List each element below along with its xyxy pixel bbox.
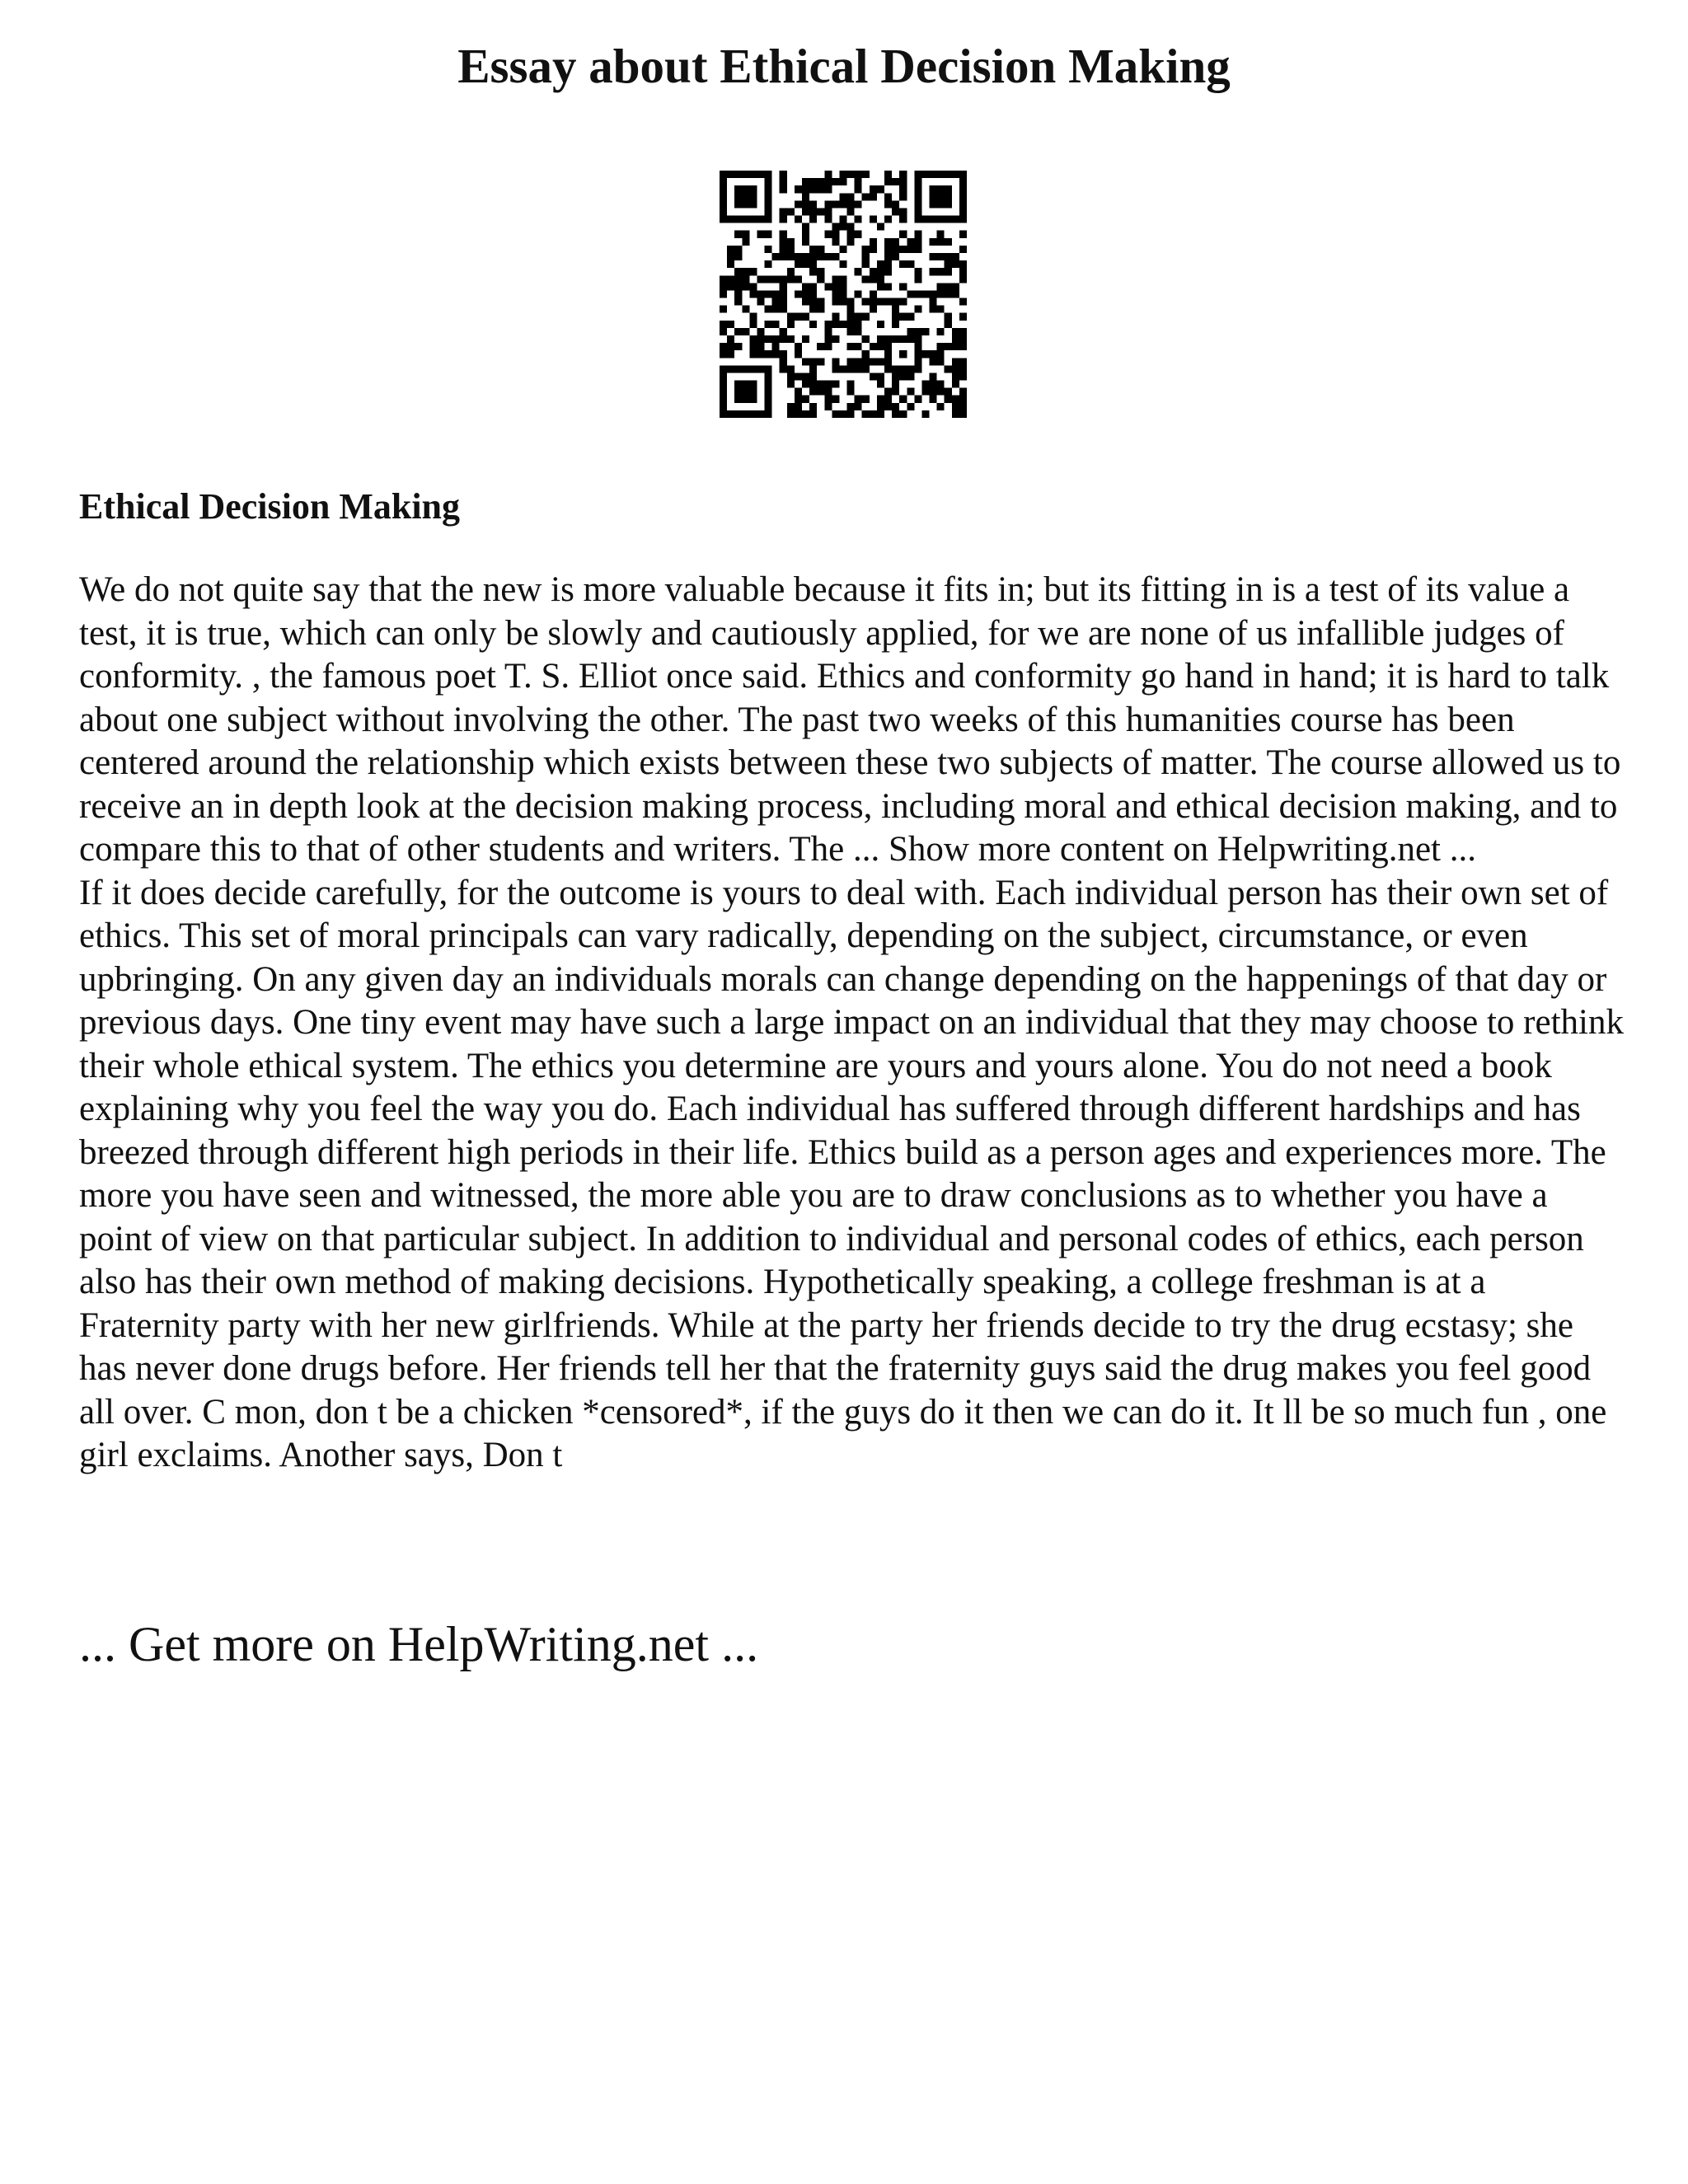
essay-paragraph: If it does decide carefully, for the outcome is yours to deal with. Each individual person has their own set of ethics. This set of moral principals can vary radically, depending on the subject, circumstance, or even upbringing. On any given day an individuals morals can change depending on the happenings of that day or previous days. One tiny event may have such a large impact on an individual that they may choose to rethink their whole ethical system. The ethics you determine are yours and yours alone. You do not need a book explaining why you feel the way you do. Each individual has suffered through different hardships and has breezed through different high periods in their life. Ethics build as a person ages and experiences more. The more you have seen and witnessed, the more able you are to draw conclusions as to whether you have a point of view on that particular subject. In addition to individual and personal codes of ethics, each person also has their own method of making decisions. Hypothetically speaking, a college freshman is at a Fraternity party with her new girlfriends. While at the party her friends decide to try the drug ecstasy; she has never done drugs before. Her friends tell her that the fraternity guys said the drug makes you feel good all over. C mon, don t be a chicken *censored*, if the guys do it then we can do it. It ll be so much fun , one girl exclaims. Another says, Don t	[79, 873, 1624, 1474]
get-more-link[interactable]: ... Get more on HelpWriting.net ...	[79, 1617, 759, 1671]
essay-body	[79, 569, 1629, 1478]
qr-code-icon	[720, 171, 967, 418]
essay-paragraph: We do not quite say that the new is more valuable because it fits in; but its fitting in is a test of its value a test, it is true, which can only be slowly and cautiously applied, for we are none of us infallible judges of conformity. , the famous poet T. S. Elliot once said. Ethics and conformity go hand in hand; it is hard to talk about one subject without involving the other. The past two weeks of this humanities course has been centered around the relationship which exists between these two subjects of matter. The course allowed us to receive an in depth look at the decision making process, including moral and ethical decision making, and to compare this to that of other students and writers. The ... Show more content on Helpwriting.net ...	[79, 570, 1621, 869]
essay-subheading: Ethical Decision Making	[79, 486, 461, 527]
document-title: Essay about Ethical Decision Making	[457, 39, 1231, 93]
